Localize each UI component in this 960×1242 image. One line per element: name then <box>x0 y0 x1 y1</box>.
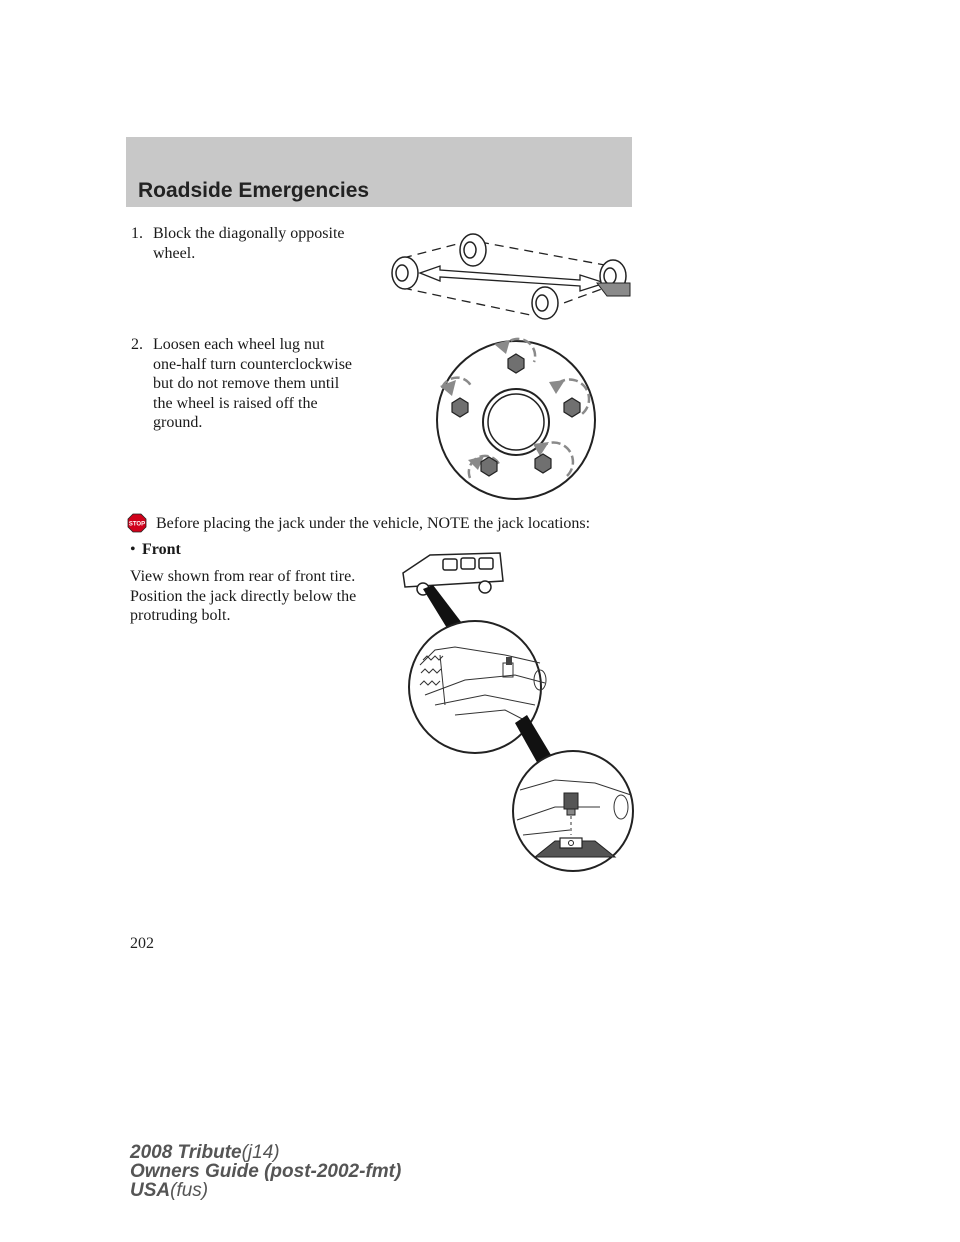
lug-nut-diagram <box>432 336 600 502</box>
bullet-front <box>130 540 181 560</box>
warning-text: Before placing the jack under the vehicle, NOTE the jack locations: <box>156 515 591 532</box>
stop-warning-icon <box>127 513 147 533</box>
document-footer <box>130 1143 401 1200</box>
page-number: 202 <box>130 935 154 952</box>
front-description <box>130 567 356 626</box>
step-1-line-1: Block the diagonally opposite <box>153 225 345 242</box>
step-2-line-3: but do not remove them until <box>153 375 340 392</box>
stop-icon-label: STOP <box>128 521 146 528</box>
step-1-number: 1. <box>131 225 143 242</box>
wheel-block-diagram <box>385 228 635 328</box>
vehicle-icon <box>403 553 503 595</box>
footer-model: 2008 Tribute <box>130 1142 242 1163</box>
step-2-number: 2. <box>131 336 143 353</box>
section-title: Roadside Emergencies <box>138 179 370 202</box>
front-description-line-3: protruding bolt. <box>130 607 231 624</box>
jack-location-diagram <box>395 545 635 877</box>
step-2-line-4: the wheel is raised off the <box>153 394 318 412</box>
footer-guide-title: Owners Guide (post-2002-fmt) <box>130 1161 402 1182</box>
front-description-line-2: Position the jack directly below the <box>130 587 357 605</box>
step-2-line-2: one-half turn counterclockwise <box>153 355 353 373</box>
footer-market: USA <box>130 1180 171 1201</box>
footer-market-code: (fus) <box>170 1180 209 1201</box>
step-1 <box>131 224 345 263</box>
step-2-line-5: ground. <box>153 414 203 431</box>
bullet-front-label: Front <box>142 541 181 558</box>
front-description-line-1: View shown from rear of front tire. <box>130 568 356 585</box>
step-1-line-2: wheel. <box>153 244 196 262</box>
wheel-chock-icon <box>597 283 630 296</box>
section-header-band <box>126 137 632 207</box>
footer-model-code: (j14) <box>241 1142 280 1163</box>
step-2 <box>131 335 352 433</box>
bullet-dot: • <box>130 541 136 558</box>
step-2-line-1: Loosen each wheel lug nut <box>153 336 325 353</box>
